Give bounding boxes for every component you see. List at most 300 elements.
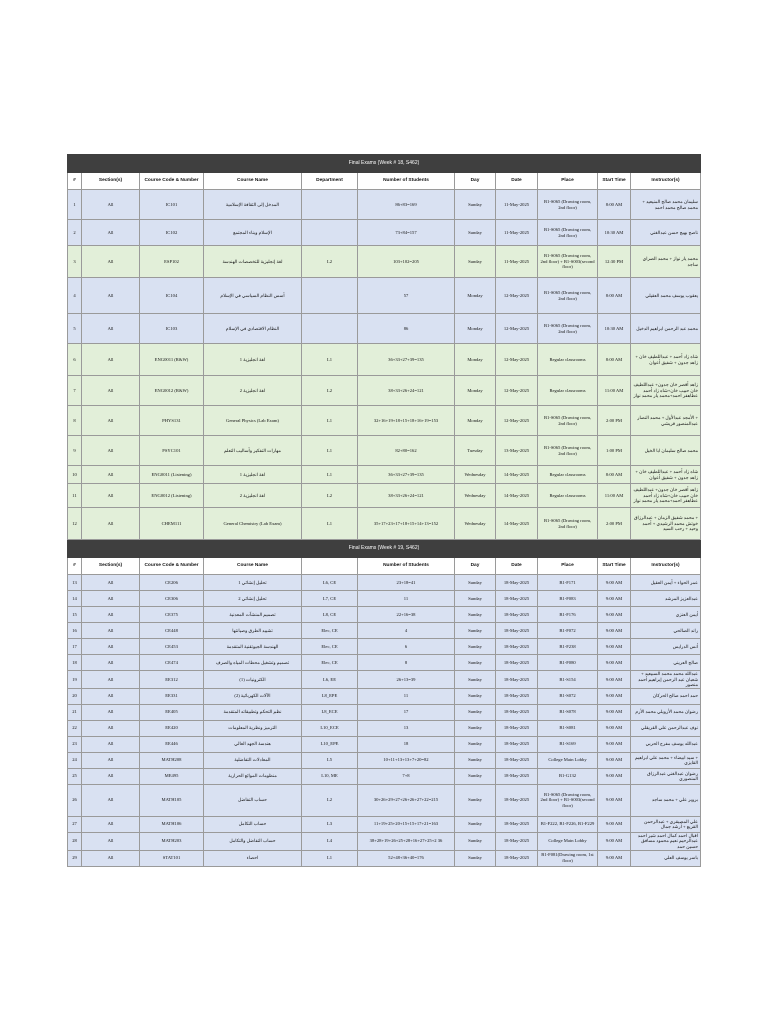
cell-department: L6, CE [302, 575, 358, 591]
cell-place: Regular classrooms [538, 376, 598, 406]
cell-students: 23+18=41 [358, 575, 455, 591]
cell-department: L1 [302, 850, 358, 866]
cell-start-time: 8:00 AM [598, 344, 631, 376]
cell-students: 38+28+19+26+25+28+16+27+25+2 36 [358, 832, 455, 850]
cell-department [302, 278, 358, 314]
cell-row-number: 28 [68, 832, 82, 850]
cell-sections: All [82, 768, 140, 784]
cell-course-code: CHEM111 [140, 508, 204, 540]
cell-row-number: 13 [68, 575, 82, 591]
cell-instructors: عبدالله محمد محمد السبيعيد + شعبان عبد الرحمن إبراهيم أحمد منصور [631, 671, 701, 689]
cell-sections: All [82, 246, 140, 278]
cell-row-number: 20 [68, 688, 82, 704]
cell-row-number: 7 [68, 376, 82, 406]
cell-start-time: 8:00 AM [598, 278, 631, 314]
cell-day: Sunday [455, 607, 496, 623]
cell-course-name: مهارات التفكير وأساليب التعلم [204, 436, 302, 466]
exam-schedule-table [67, 154, 701, 867]
cell-sections: All [82, 736, 140, 752]
cell-students: 73+84=157 [358, 220, 455, 246]
cell-instructors: شاه زاد أحمد + عبداللطيف خان + زاهد جدون + شفيق أعوان [631, 344, 701, 376]
header-day: Day [455, 558, 496, 575]
header-course-name: Course Name [204, 558, 302, 575]
cell-sections: All [82, 344, 140, 376]
cell-start-time: 9:00 AM [598, 832, 631, 850]
cell-day: Sunday [455, 688, 496, 704]
cell-day: Sunday [455, 850, 496, 866]
cell-sections: All [82, 816, 140, 832]
cell-instructors: أنس الدرايس [631, 639, 701, 655]
cell-course-code: CE474 [140, 655, 204, 671]
cell-sections: All [82, 220, 140, 246]
cell-date: 11-May-2025 [496, 246, 538, 278]
cell-date: 18-May-2025 [496, 736, 538, 752]
cell-row-number: 26 [68, 784, 82, 816]
cell-place: B1-F176 [538, 607, 598, 623]
cell-department: L4 [302, 832, 358, 850]
cell-place: B1-S065 (Drawing room, 2nd floor) [538, 508, 598, 540]
cell-students: 103+102=205 [358, 246, 455, 278]
cell-start-time: 12:30 PM [598, 246, 631, 278]
cell-course-name: لغة انجليزية 1 [204, 344, 302, 376]
cell-instructors: باسر يوسف العلي [631, 850, 701, 866]
cell-row-number: 15 [68, 607, 82, 623]
cell-sections: All [82, 406, 140, 436]
table-row [68, 220, 701, 246]
cell-course-code: IC104 [140, 278, 204, 314]
cell-instructors: + سيد ابيضاء + محمد علي ابراهيم القايزي [631, 752, 701, 768]
cell-instructors: بروير علي + محمد ساجد [631, 784, 701, 816]
cell-place: B1-S169 [538, 736, 598, 752]
cell-sections: All [82, 655, 140, 671]
cell-start-time: 9:00 AM [598, 768, 631, 784]
cell-day: Wednesday [455, 484, 496, 508]
cell-date: 18-May-2025 [496, 575, 538, 591]
cell-day: Monday [455, 344, 496, 376]
table-row [68, 752, 701, 768]
cell-department: L8, CE [302, 607, 358, 623]
cell-place: B1-F238 [538, 639, 598, 655]
cell-day: Sunday [455, 816, 496, 832]
cell-date: 13-May-2025 [496, 436, 538, 466]
cell-place: B1-F083 [538, 591, 598, 607]
cell-place: B1-F072 [538, 623, 598, 639]
cell-day: Wednesday [455, 508, 496, 540]
cell-sections: All [82, 752, 140, 768]
header-row-number: # [68, 558, 82, 575]
cell-start-time: 9:00 AM [598, 736, 631, 752]
cell-instructors: ناصح بهيج حسن عبدالغني [631, 220, 701, 246]
cell-instructors: يعقوب يوسف محمد العقيلي [631, 278, 701, 314]
header-sections: Section(s) [82, 558, 140, 575]
cell-instructors: أيمن العنزي [631, 607, 701, 623]
table-row [68, 376, 701, 406]
cell-students: 38+33+26+24=121 [358, 484, 455, 508]
cell-start-time: 9:00 AM [598, 607, 631, 623]
cell-row-number: 14 [68, 591, 82, 607]
header-start-time: Start Time [598, 173, 631, 190]
cell-date: 12-May-2025 [496, 406, 538, 436]
cell-place: B1-F171 [538, 575, 598, 591]
cell-students: 86 [358, 314, 455, 344]
cell-date: 18-May-2025 [496, 816, 538, 832]
cell-row-number: 5 [68, 314, 82, 344]
cell-students: 11 [358, 688, 455, 704]
cell-students: 36+33+27+39=135 [358, 344, 455, 376]
cell-start-time: 1:00 PM [598, 436, 631, 466]
cell-date: 18-May-2025 [496, 850, 538, 866]
cell-instructors: اقبال احمد كمال احمد شير احمد عبدالرحيم نعيم محمود مسافق حسين حمد [631, 832, 701, 850]
cell-course-name: منظومات الموائع الحرارية [204, 768, 302, 784]
cell-row-number: 1 [68, 190, 82, 220]
week-title: Final Exams (Week # 18, S462) [68, 155, 701, 173]
cell-course-name: حساب التفاضل [204, 784, 302, 816]
cell-row-number: 17 [68, 639, 82, 655]
cell-date: 12-May-2025 [496, 278, 538, 314]
cell-students: 38+33+26+24=121 [358, 376, 455, 406]
cell-course-name: الهندسة الجيوتقنية المتقدمة [204, 639, 302, 655]
week-title-row [68, 155, 701, 173]
table-row [68, 190, 701, 220]
week-title-row [68, 540, 701, 558]
cell-row-number: 12 [68, 508, 82, 540]
cell-row-number: 22 [68, 720, 82, 736]
cell-department: L7, CE [302, 591, 358, 607]
cell-instructors: حمد احمد صالح الحركان [631, 688, 701, 704]
cell-row-number: 11 [68, 484, 82, 508]
cell-date: 18-May-2025 [496, 768, 538, 784]
cell-day: Sunday [455, 832, 496, 850]
cell-start-time: 9:00 AM [598, 816, 631, 832]
cell-department [302, 190, 358, 220]
cell-place: B1-S081 [538, 720, 598, 736]
cell-date: 18-May-2025 [496, 688, 538, 704]
cell-course-code: PSYC101 [140, 436, 204, 466]
cell-course-name: الآلات الكهربائية (2) [204, 688, 302, 704]
cell-place: B1-S065 (Drawing room, 2nd floor) + B1-S003(second floor) [538, 246, 598, 278]
table-row [68, 720, 701, 736]
cell-sections: All [82, 190, 140, 220]
cell-day: Sunday [455, 768, 496, 784]
cell-course-name: حساب التكامل [204, 816, 302, 832]
cell-start-time: 2:00 PM [598, 406, 631, 436]
cell-date: 12-May-2025 [496, 314, 538, 344]
cell-course-code: EE405 [140, 704, 204, 720]
cell-date: 18-May-2025 [496, 720, 538, 736]
header-course-code: Course Code & Number [140, 173, 204, 190]
cell-department: Elec, CE [302, 623, 358, 639]
cell-instructors: علي المصيقري + عبدالرحمن القريع + أرشد جمال [631, 816, 701, 832]
cell-department: L2 [302, 484, 358, 508]
cell-start-time: 10:30 AM [598, 314, 631, 344]
cell-row-number: 25 [68, 768, 82, 784]
cell-start-time: 9:00 AM [598, 688, 631, 704]
cell-day: Sunday [455, 575, 496, 591]
cell-sections: All [82, 376, 140, 406]
cell-sections: All [82, 508, 140, 540]
table-row [68, 466, 701, 484]
cell-row-number: 21 [68, 704, 82, 720]
cell-place: B1-S065 (Drawing room, 2nd floor) [538, 278, 598, 314]
cell-start-time: 2:00 PM [598, 508, 631, 540]
cell-place: B1-S065 (Drawing room, 2nd floor) [538, 314, 598, 344]
cell-day: Sunday [455, 752, 496, 768]
cell-start-time: 9:00 AM [598, 784, 631, 816]
cell-course-name: تشييد الطرق وصيانتها [204, 623, 302, 639]
cell-students: 11 [358, 591, 455, 607]
cell-course-name: النظام الاقتصادي في الإسلام [204, 314, 302, 344]
table-row [68, 575, 701, 591]
cell-department: L8_ECE [302, 704, 358, 720]
header-row-number: # [68, 173, 82, 190]
cell-course-code: ENG0012 (Listening) [140, 484, 204, 508]
cell-students: 11+19+25+20+15+15+17+21=163 [358, 816, 455, 832]
cell-sections: All [82, 704, 140, 720]
cell-day: Sunday [455, 784, 496, 816]
cell-department: L10_ECE [302, 720, 358, 736]
cell-course-name: لغة انجليزية 2 [204, 484, 302, 508]
header-course-code: Course Code & Number [140, 558, 204, 575]
cell-instructors: سليمان محمد صالح المنيعيد + محمد صالح محمد احمد [631, 190, 701, 220]
cell-instructors: محمد عبد الرحمن ابراهيم الدخيل [631, 314, 701, 344]
cell-department: L5 [302, 752, 358, 768]
cell-course-code: MATH203 [140, 832, 204, 850]
cell-place: B1-S065 (Drawing room, 2nd floor) [538, 220, 598, 246]
cell-instructors: زاهد أقصر خان جدون+ عبداللطيف خان حبيب خان+شاه زاد أحمد عطاهفر احمد+محمد يار محمد نواز [631, 376, 701, 406]
cell-start-time: 9:00 AM [598, 575, 631, 591]
cell-course-code: EE331 [140, 688, 204, 704]
cell-department: Elec, CE [302, 655, 358, 671]
cell-course-name: لغة انجليزية 2 [204, 376, 302, 406]
cell-place: B1-S078 [538, 704, 598, 720]
cell-date: 18-May-2025 [496, 704, 538, 720]
cell-row-number: 4 [68, 278, 82, 314]
cell-date: 11-May-2025 [496, 220, 538, 246]
cell-students: 82+80=162 [358, 436, 455, 466]
cell-course-code: IC101 [140, 190, 204, 220]
cell-sections: All [82, 314, 140, 344]
cell-sections: All [82, 607, 140, 623]
header-date: Date [496, 173, 538, 190]
table-row [68, 508, 701, 540]
cell-day: Sunday [455, 720, 496, 736]
cell-department: L1 [302, 436, 358, 466]
cell-row-number: 10 [68, 466, 82, 484]
cell-course-code: EE312 [140, 671, 204, 689]
cell-course-name: لغة انجليزية 1 [204, 466, 302, 484]
cell-day: Sunday [455, 591, 496, 607]
cell-department: L1 [302, 344, 358, 376]
cell-place: B1-S065 (Drawing room, 2nd floor) [538, 190, 598, 220]
cell-course-code: EE420 [140, 720, 204, 736]
table-row [68, 436, 701, 466]
cell-place: B1-S154 [538, 671, 598, 689]
cell-department: L8_EPE [302, 688, 358, 704]
cell-day: Sunday [455, 246, 496, 278]
cell-date: 18-May-2025 [496, 607, 538, 623]
cell-students: 22+16=38 [358, 607, 455, 623]
cell-sections: All [82, 466, 140, 484]
cell-course-name: حساب التفاضل والتكامل [204, 832, 302, 850]
cell-instructors: محمد صالح سليمان ابا الخيل [631, 436, 701, 466]
cell-department: L2 [302, 376, 358, 406]
cell-students: 7+8 [358, 768, 455, 784]
header-students: Number of Students [358, 173, 455, 190]
cell-course-name: نظم التحكم وتطبيقاته المتقدمة [204, 704, 302, 720]
cell-day: Monday [455, 376, 496, 406]
cell-place: B1-S065 (Drawing room, 2nd floor) [538, 406, 598, 436]
cell-students: 26+13=39 [358, 671, 455, 689]
cell-sections: All [82, 720, 140, 736]
week-title: Final Exams (Week # 19, S462) [68, 540, 701, 558]
cell-start-time: 9:00 AM [598, 639, 631, 655]
cell-day: Monday [455, 406, 496, 436]
cell-day: Sunday [455, 655, 496, 671]
cell-sections: All [82, 575, 140, 591]
cell-day: Sunday [455, 639, 496, 655]
cell-instructors: عمر الحواء + أيمن العقيل [631, 575, 701, 591]
cell-course-code: PHYS131 [140, 406, 204, 436]
table-row [68, 344, 701, 376]
cell-row-number: 24 [68, 752, 82, 768]
cell-date: 14-May-2025 [496, 466, 538, 484]
cell-date: 18-May-2025 [496, 784, 538, 816]
cell-instructors: شاه زاد أحمد + عبداللطيف خان + زاهد جدون + شفيق أعوان [631, 466, 701, 484]
header-row [68, 558, 701, 575]
cell-instructors: عبدالعزيز المرشد [631, 591, 701, 607]
cell-row-number: 27 [68, 816, 82, 832]
cell-day: Sunday [455, 623, 496, 639]
cell-sections: All [82, 784, 140, 816]
cell-course-code: IC102 [140, 220, 204, 246]
cell-day: Sunday [455, 220, 496, 246]
cell-sections: All [82, 436, 140, 466]
cell-date: 18-May-2025 [496, 655, 538, 671]
cell-start-time: 9:00 AM [598, 720, 631, 736]
cell-course-name: الترميز ونظرية المعلومات [204, 720, 302, 736]
header-course-name: Course Name [204, 173, 302, 190]
cell-row-number: 19 [68, 671, 82, 689]
cell-instructors: صالح العريني [631, 655, 701, 671]
cell-date: 12-May-2025 [496, 376, 538, 406]
cell-date: 14-May-2025 [496, 484, 538, 508]
table-row [68, 768, 701, 784]
cell-course-code: EE446 [140, 736, 204, 752]
cell-place: B1-F080 [538, 655, 598, 671]
cell-students: 18 [358, 736, 455, 752]
cell-course-code: MATH105 [140, 784, 204, 816]
cell-students: 4 [358, 623, 455, 639]
cell-sections: All [82, 278, 140, 314]
cell-course-code: ENG0011 (Listening) [140, 466, 204, 484]
cell-department: L1 [302, 508, 358, 540]
cell-instructors: + الأمجد عبدالأول + محمد النصار عبدالمنصور قريشي [631, 406, 701, 436]
cell-row-number: 2 [68, 220, 82, 246]
cell-department: L6, EE [302, 671, 358, 689]
cell-day: Wednesday [455, 466, 496, 484]
cell-department: L10_EPE [302, 736, 358, 752]
cell-place: College Main Lobby [538, 752, 598, 768]
cell-course-name: تصميم وتشغيل محطات المياه والصرف [204, 655, 302, 671]
cell-course-name: المعادلات التفاضلية [204, 752, 302, 768]
cell-place: B1-G132 [538, 768, 598, 784]
cell-row-number: 8 [68, 406, 82, 436]
cell-students: 57 [358, 278, 455, 314]
cell-students: 17 [358, 704, 455, 720]
cell-date: 18-May-2025 [496, 591, 538, 607]
table-row [68, 736, 701, 752]
cell-course-code: MATH106 [140, 816, 204, 832]
header-row [68, 173, 701, 190]
cell-course-name: تحليل إنشائي 2 [204, 591, 302, 607]
header-instructors: Instructor(s) [631, 558, 701, 575]
cell-course-code: CE375 [140, 607, 204, 623]
header-start-time: Start Time [598, 558, 631, 575]
table-row [68, 246, 701, 278]
cell-students: 52+48+36+40=176 [358, 850, 455, 866]
table-row [68, 671, 701, 689]
cell-row-number: 29 [68, 850, 82, 866]
cell-course-code: ESP102 [140, 246, 204, 278]
cell-place: Regular classrooms [538, 466, 598, 484]
table-row [68, 484, 701, 508]
cell-place: B1-F222, B1-F226, B1-F229 [538, 816, 598, 832]
cell-sections: All [82, 484, 140, 508]
cell-date: 14-May-2025 [496, 508, 538, 540]
cell-day: Tuesday [455, 436, 496, 466]
cell-start-time: 8:00 AM [598, 466, 631, 484]
cell-course-code: ENG0011 (R&W) [140, 344, 204, 376]
cell-course-name: الإسلام وبناء المجتمع [204, 220, 302, 246]
cell-day: Sunday [455, 671, 496, 689]
cell-instructors: رضوان محمد الأرويلي محمد الأرم [631, 704, 701, 720]
cell-place: Regular classrooms [538, 484, 598, 508]
cell-place: B1-S065 (Drawing room, 2nd floor) [538, 436, 598, 466]
table-row [68, 623, 701, 639]
cell-sections: All [82, 623, 140, 639]
cell-start-time: 9:00 AM [598, 850, 631, 866]
table-row [68, 832, 701, 850]
table-row [68, 591, 701, 607]
cell-course-name: تصميم المنشآت المعدنية [204, 607, 302, 623]
header-department [302, 558, 358, 575]
cell-date: 18-May-2025 [496, 832, 538, 850]
cell-day: Sunday [455, 736, 496, 752]
cell-date: 11-May-2025 [496, 190, 538, 220]
cell-department: Elec, CE [302, 639, 358, 655]
cell-students: 35+17+23+17+18+15+14+13=152 [358, 508, 455, 540]
cell-start-time: 11:00 AM [598, 376, 631, 406]
cell-course-name: General Physics (Lab Exam) [204, 406, 302, 436]
cell-course-name: General Chemistry (Lab Exam) [204, 508, 302, 540]
table-row [68, 704, 701, 720]
table-row [68, 688, 701, 704]
cell-start-time: 10:30 AM [598, 220, 631, 246]
cell-row-number: 18 [68, 655, 82, 671]
cell-students: 30+26+29+27+26+26+27+22=215 [358, 784, 455, 816]
cell-course-name: أسس النظام السياسي في الإسلام [204, 278, 302, 314]
header-day: Day [455, 173, 496, 190]
cell-place: Regular classrooms [538, 344, 598, 376]
cell-students: 8 [358, 655, 455, 671]
table-row [68, 314, 701, 344]
cell-instructors: عبدالله يوسف مفرج الحربي [631, 736, 701, 752]
cell-place: B1-S065 (Drawing room, 2nd floor) + B1-S003(second floor) [538, 784, 598, 816]
cell-course-code: CE448 [140, 623, 204, 639]
cell-course-code: CE206 [140, 575, 204, 591]
cell-start-time: 9:00 AM [598, 623, 631, 639]
cell-students: 6 [358, 639, 455, 655]
